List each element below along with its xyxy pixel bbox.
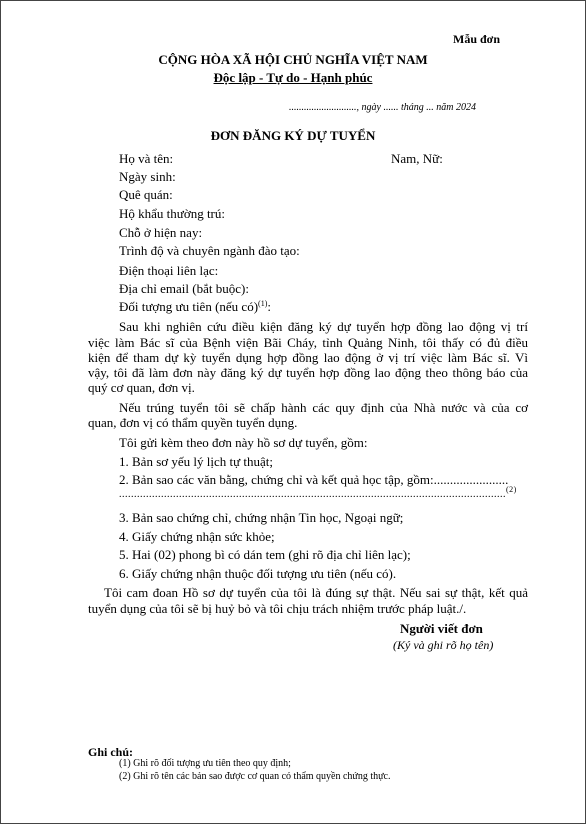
dotted-fill-line	[119, 485, 517, 500]
footnote-ref-2: (2)	[506, 485, 517, 494]
signature-title: Người viết đơn	[400, 621, 483, 636]
field-priority	[119, 299, 271, 315]
field-birth-date: Ngày sinh:	[119, 169, 176, 184]
field-priority-label: Đối tượng ưu tiên (nếu có)	[119, 299, 259, 314]
field-phone: Điện thoại liên lạc:	[119, 263, 219, 278]
field-priority-colon: :	[267, 299, 271, 314]
field-education: Trình độ và chuyên ngành đào tạo:	[119, 243, 300, 258]
note-item: (2) Ghi rõ tên các bản sao được cơ quan có thẩm quyền chứng thực.	[119, 771, 391, 782]
field-permanent-residence: Hộ khẩu thường trú:	[119, 206, 225, 221]
date-line: ..........................., ngày ...... tháng ... năm 2024	[289, 102, 476, 113]
field-hometown: Quê quán:	[119, 187, 173, 202]
attachment-item: 4. Giấy chứng nhận sức khỏe;	[119, 529, 275, 544]
field-full-name: Họ và tên:	[119, 151, 174, 166]
dotted-fill: .................................................................................................................................	[119, 489, 506, 500]
note-item: (1) Ghi rõ đối tượng ưu tiên theo quy định;	[119, 758, 291, 769]
commitment-last-line: tuyển dụng của tôi sẽ bị huỷ bỏ và tôi chịu trách nhiệm trước pháp luật./.	[88, 601, 467, 616]
field-current-address: Chỗ ở hiện nay:	[119, 225, 203, 240]
field-email: Địa chỉ email (bắt buộc):	[119, 281, 249, 296]
paragraph-1-last-line: quý cơ quan, đơn vị.	[88, 380, 195, 395]
field-gender: Nam, Nữ:	[391, 151, 443, 166]
paragraph-1-line: việc làm Bác sĩ của Bệnh viện Bãi Cháy, tỉnh Quảng Ninh, tôi thấy có đủ điều	[88, 335, 528, 350]
form-title: ĐƠN ĐĂNG KÝ DỰ TUYỂN	[210, 128, 376, 143]
paragraph-2-line: Nếu trúng tuyển tôi sẽ chấp hành các quy định của Nhà nước và của cơ	[119, 400, 528, 415]
country-name: CỘNG HÒA XÃ HỘI CHỦ NGHĨA VIỆT NAM	[158, 52, 428, 67]
attachment-item: 3. Bản sao chứng chỉ, chứng nhận Tin học, Ngoại ngữ;	[119, 510, 404, 525]
form-label: Mẫu đơn	[453, 32, 500, 46]
paragraph-1-line: kiện để tham dự kỳ tuyển dụng hợp đồng lao động ở vị trí việc làm Bác sĩ. Vì	[88, 350, 528, 365]
commitment-line: Tôi cam đoan Hồ sơ dự tuyển của tôi là đúng sự thật. Nếu sai sự thật, kết quả	[104, 585, 528, 600]
national-motto: Độc lập - Tự do - Hạnh phúc	[213, 70, 373, 85]
attachment-item: 5. Hai (02) phong bì có dán tem (ghi rõ địa chỉ liên lạc);	[119, 547, 411, 562]
attachment-item: 6. Giấy chứng nhận thuộc đối tượng ưu tiên (nếu có).	[119, 566, 397, 581]
attachment-intro: Tôi gửi kèm theo đơn này hồ sơ dự tuyển, gồm:	[119, 435, 368, 450]
paragraph-2-last-line: quan, đơn vị có thẩm quyền tuyển dụng.	[88, 415, 298, 430]
attachment-item: 1. Bản sơ yếu lý lịch tự thuật;	[119, 454, 274, 469]
signature-hint: (Ký và ghi rõ họ tên)	[393, 638, 494, 652]
footnote-ref-1: (1)	[258, 299, 268, 308]
paragraph-1-line: Sau khi nghiên cứu điều kiện đăng ký dự tuyển hợp đồng lao động vị trí	[119, 319, 528, 334]
attachment-item: 2. Bản sao các văn bằng, chứng chỉ và kết quả học tập, gồm:.......................	[119, 472, 509, 487]
notes-heading: Ghi chú:	[88, 745, 134, 759]
paragraph-1-line: vậy, tôi đã làm đơn này đăng ký dự tuyển hợp đồng lao động theo thông báo của	[88, 365, 528, 380]
